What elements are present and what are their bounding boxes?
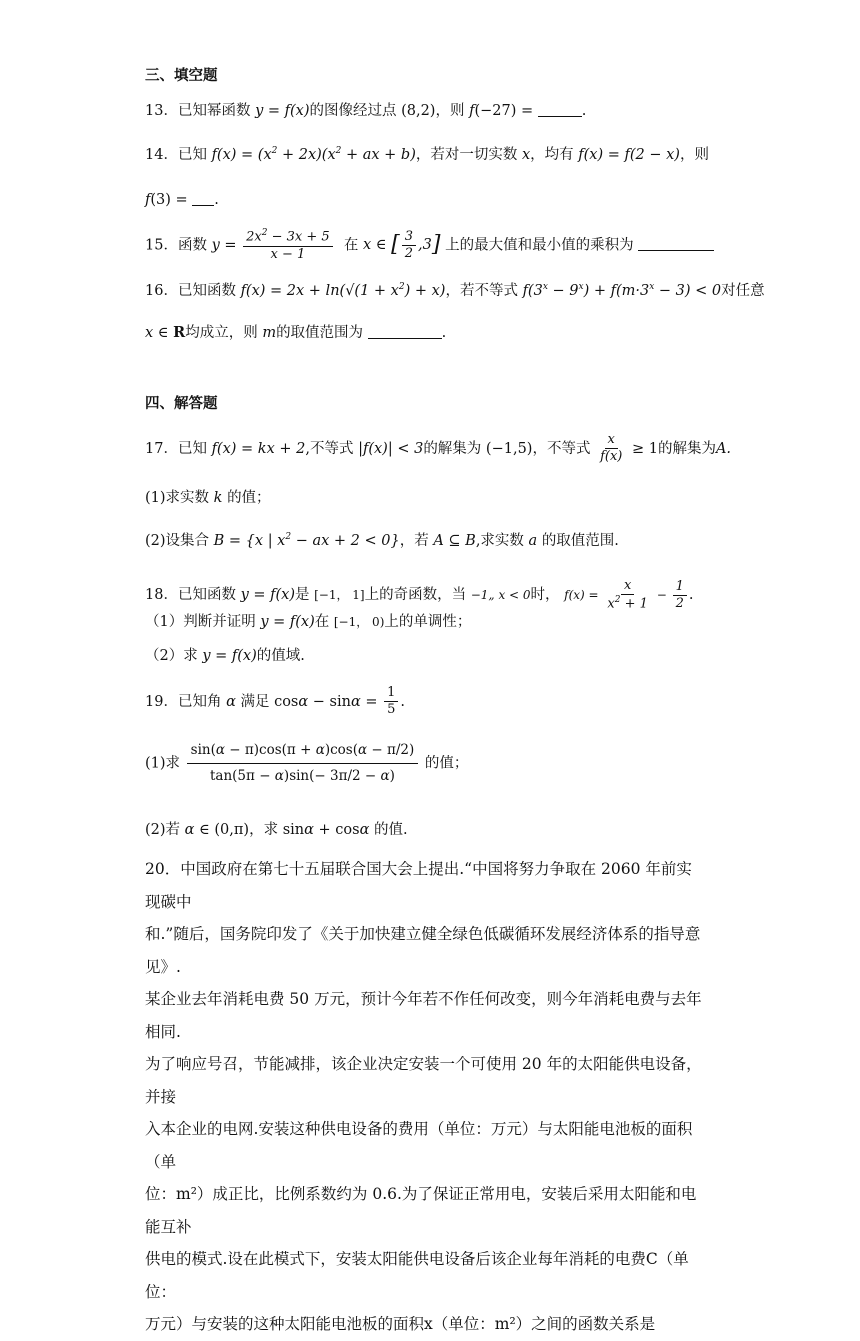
q17-set-a: A. [715,440,732,457]
q20-line-8: 万元）与安装的这种太阳能电池板的面积x（单位：m²）之间的函数关系是 [145,1315,656,1333]
q18-def: f(x) = $\frac{x}{x^2 + 1}$ − $\frac{1}{2}$ [564,588,689,602]
q18-p2-func: y = f(x) [202,648,257,664]
q17-p2c: ,求实数 [475,532,524,549]
q17-p1b: 的值； [227,490,271,506]
q15-blank [638,236,714,251]
question-19-part1 [145,738,468,789]
q19-condition: cosα − sinα = $\frac{1}{5}$ [274,694,400,710]
q14-text-c: ，均有 [530,146,574,163]
q15-text-a: 函数 [177,237,207,254]
q16-blank [368,324,442,339]
q18-p1b: 在 [314,614,330,630]
q17-abs: |f(x)| < 3 [358,440,424,457]
q18-p2: （2）求 [145,648,198,664]
q17-subset: A ⊆ B [433,532,476,549]
q13-expr: f(−27) = [469,103,534,119]
q19-text-b: 满足 [240,693,270,710]
q16-text-b: ，若不等式 [445,282,518,299]
question-16 [145,282,765,300]
q13-number: 13． [145,103,178,119]
question-14 [145,146,709,164]
q20-text-1: 中国政府在第七十五届联合国大会上提出.“中国将努力争取在 2060 年前实现碳中 [145,860,692,911]
q17-text-e: 的解集为 [657,440,716,457]
q18-p1: （1）判断并证明 [145,614,256,630]
q16-text-c: 对任意 [721,282,765,299]
q17-set-b: B = {x | $x^2$ − ax + 2 < 0} [213,532,400,549]
q20-line-6: 位：m²）成正比，比例系数约为 0.6.为了保证正常用电，安装后采用太阳能和电能互补 [145,1185,697,1236]
q14-text-b: ，若对一切实数 [415,146,518,163]
q17-number: 17． [145,440,178,457]
q13-text-b: 的图像经过点 [309,103,397,119]
q18-p1-func: y = f(x) [260,614,315,630]
question-18-part1 [145,614,471,631]
q18-formula: y = f(x) [240,586,295,603]
q18-text-b: 是 [294,586,310,603]
q19-p1b: 的值； [424,755,469,772]
q15-text-b: 在 [343,237,359,254]
q15-fraction: $\frac{2x^2 - 3x + 5}{x - 1}$ [243,228,333,263]
q14-var-x: x [521,146,531,163]
question-18-part2 [145,648,305,665]
q16-text-a: 已知函数 [177,282,236,299]
q17-text-a: 已知 [177,440,207,457]
q15-interval: x ∈ [ $\frac{3}{2}$ ,3] [363,228,441,261]
q14-condition: f(x) = f(2 − x) [578,146,680,163]
q17-var-k: k [213,490,223,506]
q13-blank [538,102,582,117]
q16-text-d: 均成立，则 [185,325,258,341]
q20-line-1 [145,853,705,918]
q19-p2c: 的值. [374,822,408,838]
q15-text-c: 上的最大值和最小值的乘积为 [445,237,634,254]
q17-formula: f(x) = kx + 2 [211,440,306,457]
q14-text-a: 已知 [177,146,207,163]
q16-var-m: m [262,325,277,341]
q13-point: (8,2) [401,103,436,119]
q18-p1-interval: [−1， 0) [333,615,385,629]
q19-fraction: $\frac{\sin(\alpha - \pi)\cos(\pi + \alpha)\cos(\alpha - \pi/2)}{\tan(5\pi - \alpha)\sin(- 3\pi/2 - \alpha)}$ [187,738,419,789]
q20-number: 20． [145,860,181,878]
q20-line-4: 为了响应号召，节能减排，该企业决定安装一个可使用 20 年的太阳能供电设备，并接 [145,1055,702,1106]
q17-p1: (1)求实数 [145,490,210,506]
q16-end: . [441,325,447,341]
q17-p2d: 的取值范围. [541,532,619,549]
question-19 [145,685,405,719]
question-19-part2 [145,822,408,839]
q14-number: 14． [145,146,178,163]
q20-line-7: 供电的模式.设在此模式下，安装太阳能供电设备后该企业每年消耗的电费C（单位： [145,1250,689,1301]
q14-expr: f [145,192,151,208]
q17-p2: (2)设集合 [145,532,210,549]
q19-p2b: ，求 [249,822,279,838]
q14-end: . [214,192,219,208]
q13-text-a: 已知幂函数 [177,103,251,119]
q17-text-d: ，不等式 [532,440,591,457]
q14-text-d: ，则 [679,146,709,163]
q13-formula: y = f(x) [255,103,310,119]
question-17: 17．已知 f(x) = kx + 2,不等式 |f(x)| < 3的解集为 (−1,5)，不等式 $\frac{x}{f(x)}$ ≥ 1的解集为A. [145,432,732,465]
q13-text-c: ，则 [435,103,465,119]
q19-p2-expr: sinα + cosα [282,822,370,838]
q13-end: . [581,103,587,119]
q19-p2-range: α ∈ (0,π) [184,822,250,838]
q17-text-b: 不等式 [309,440,354,457]
question-17-part2 [145,532,619,550]
q20-line-2: 和.”随后，国务院印发了《关于加快建立健全绿色低碳循环发展经济体系的指导意见》. [145,925,701,976]
q16-inequality: $f(3^x - 9^x) + f(m\cdot 3^x - 3) < 0$ [522,282,722,299]
q19-end: . [400,693,406,710]
section-heading-fill-in: 三、填空题 [145,67,218,84]
q19-alpha: α [226,693,236,710]
question-18 [145,578,694,613]
q18-text-d: 时， [530,586,560,603]
question-15: 15．函数 y = $\frac{2x^2 - 3x + 5}{x - 1}$ 在 x ∈ [ $\frac{3}{2}$ ,3] 上的最大值和最小值的乘积为 [145,228,714,263]
q20-line-3: 某企业去年消耗电费 50 万元，预计今年若不作任何改变，则今年消耗电费与去年相同. [145,990,702,1041]
q18-interval: [−1， 1] [314,587,365,602]
q17-p2b: ，若 [399,532,429,549]
q14-blank [192,191,214,206]
section-heading-answer: 四、解答题 [145,395,218,412]
q19-text-a: 已知角 [177,693,222,710]
q16-number: 16． [145,282,178,299]
q20-line-5: 入本企业的电网.安装这种供电设备的费用（单位：万元）与太阳能电池板的面积（单 [145,1120,693,1171]
q19-number: 19． [145,693,178,710]
q18-number: 18． [145,586,178,603]
question-14-cont: f(3) = . [145,192,219,208]
q19-p1: (1)求 [145,755,181,772]
q18-end: . [688,586,694,603]
q17-fraction: $\frac{x}{f(x)}$ [600,432,623,465]
question-17-part1 [145,490,271,507]
q18-text-a: 已知函数 [177,586,236,603]
q17-text-c: 的解集为 [423,440,482,457]
q19-p2: (2)若 [145,822,181,838]
q15-number: 15． [145,237,178,254]
q14-formula: $f(x) = (x^2 + 2x)(x^2$ + ax + b) [211,146,416,163]
question-20 [145,853,705,1341]
q16-formula: $f(x) = 2x + \ln(√(1 + x^2) + x)$ [240,282,446,299]
q16-text-e: 的取值范围为 [276,325,364,341]
question-13 [145,102,586,120]
q18-text-c: 上的奇函数，当 [364,586,467,603]
q18-p2b: 的值域. [256,648,305,664]
q18-p1c: 上的单调性； [384,614,472,630]
q17-interval: (−1,5) [485,440,533,457]
question-16-cont: x ∈ R均成立，则 m的取值范围为 . [145,324,447,341]
q16-domain: x [145,325,154,341]
q17-var-a: a [528,532,538,549]
q15-y: y [211,237,220,254]
q18-cond: −1„ x < 0 [470,587,531,602]
